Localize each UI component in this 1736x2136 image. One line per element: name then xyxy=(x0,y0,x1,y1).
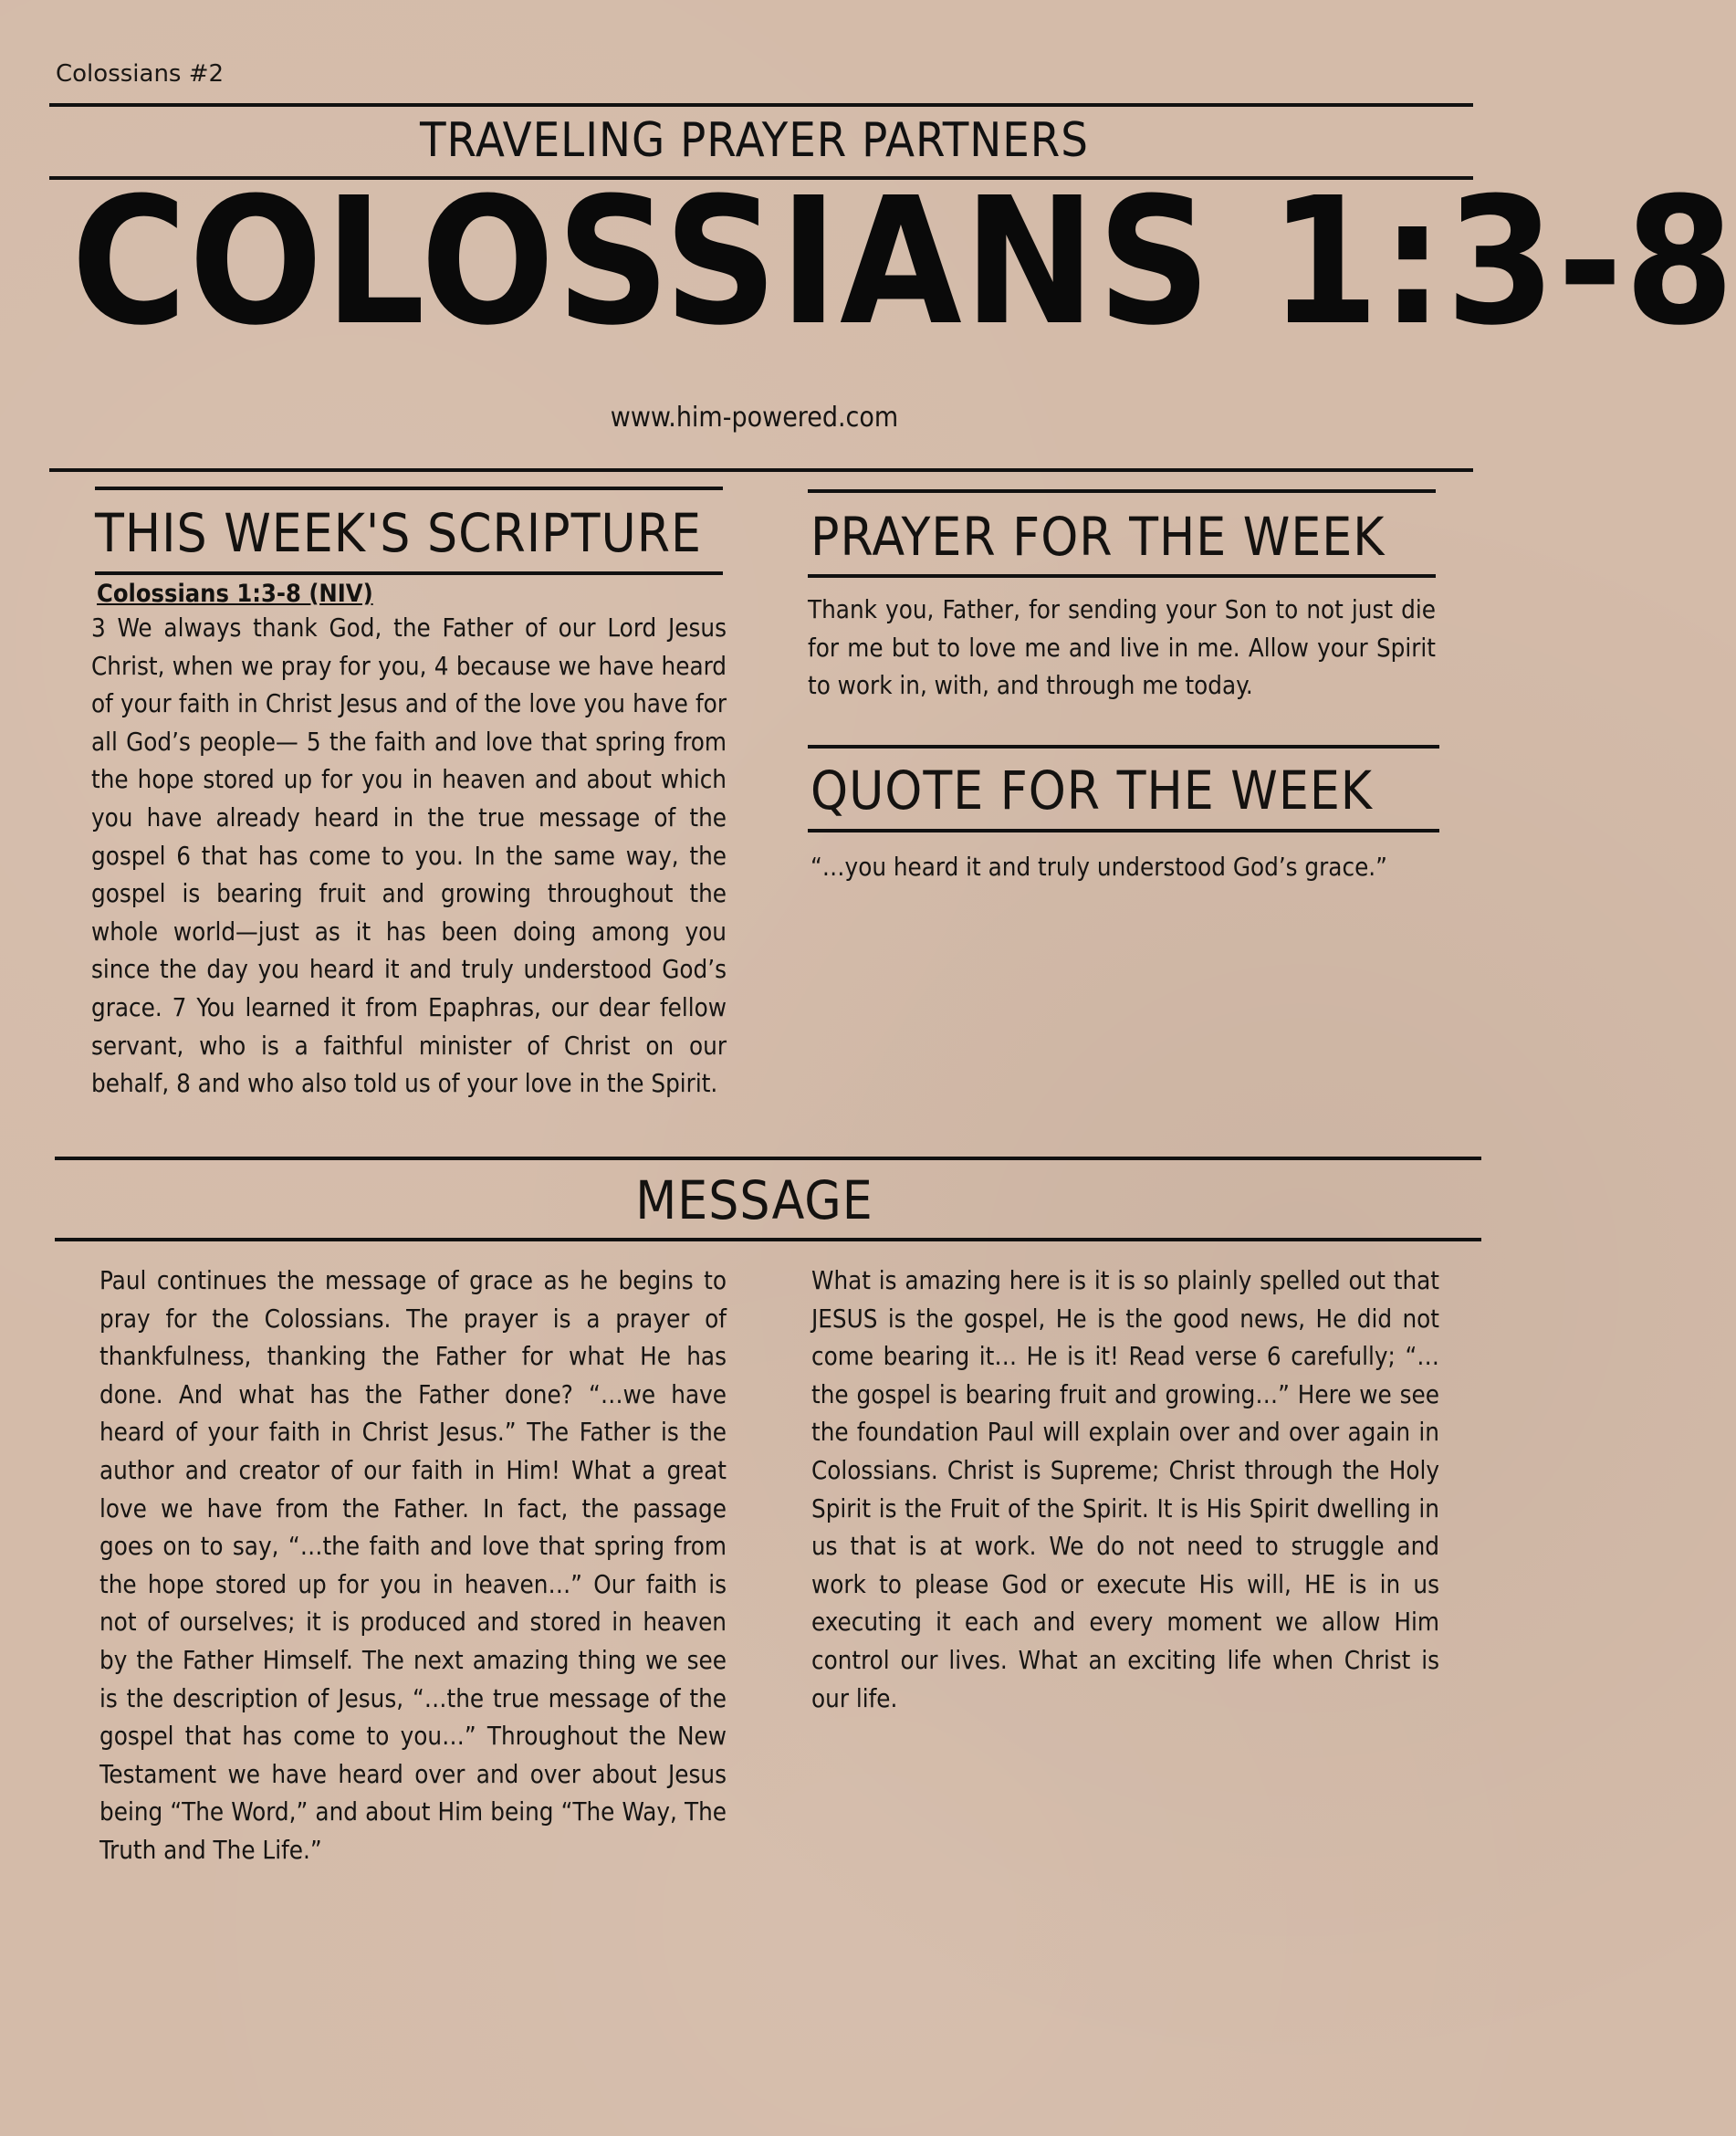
prayer-heading: PRAYER FOR THE WEEK xyxy=(810,506,1386,568)
message-column-right: What is amazing here is it is so plainly spelled out that JESUS is the gospel, He is the good news, He did not come bearing it… He is it! Read verse 6 carefully; “…the gospel is bearing fruit and growing…” Here we see the foundation Paul will explain over and over again in Colossians. Christ is Supreme; Christ through the Holy Spirit is the Fruit of the Spirit. It is His Spirit dwelling in us that is at work. We do not need to struggle and work to please God or execute His will, HE is in us executing it each and every moment we allow Him control our lives. What an exciting life when Christ is our life. xyxy=(811,1266,1439,1713)
scripture-reference: Colossians 1:3-8 (NIV) xyxy=(97,580,373,608)
header-kicker: TRAVELING PRAYER PARTNERS xyxy=(419,113,1090,168)
quote-rule-top xyxy=(808,745,1439,749)
message-heading: MESSAGE xyxy=(635,1169,873,1231)
prayer-rule-top xyxy=(808,489,1436,493)
quote-text: “…you heard it and truly understood God’s grace.” xyxy=(810,853,1387,882)
header-rule-bottom xyxy=(49,468,1473,472)
scripture-text: 3 We always thank God, the Father of our Lord Jesus Christ, when we pray for you, 4 because we have heard of your faith in Christ Jesus and of the love you have for all God’s people— 5 the faith and love that spring from the hope stored up for you in heaven and about which you have already heard in the true message of the gospel 6 that has come to you. In the same way, the gospel is bearing fruit and growing throughout the whole world—just as it has been doing among you since the day you heard it and truly understood God’s grace. 7 You learned it from Epaphras, our dear fellow servant, who is a faithful minister of Christ on our behalf, 8 and who also told us of your love in the Spirit. xyxy=(91,613,727,1099)
message-rule-bottom xyxy=(55,1238,1481,1241)
scripture-rule-bottom xyxy=(95,571,723,575)
scripture-rule-top xyxy=(95,487,723,490)
prayer-rule-bottom xyxy=(808,574,1436,578)
message-rule-top xyxy=(55,1157,1481,1160)
message-column-left: Paul continues the message of grace as he begins to pray for the Colossians. The prayer is a prayer of thankfulness, thanking the Father for what He has done. And what has the Father done? “…we have heard of your faith in Christ Jesus.” The Father is the author and creator of our faith in Him! What a great love we have from the Father. In fact, the passage goes on to say, “…the faith and love that spring from the hope stored up for you in heaven…” Our faith is not of ourselves; it is produced and stored in heaven by the Father Himself. The next amazing thing we see is the description of Jesus, “…the true message of the gospel that has come to you…” Throughout the New Testament we have heard over and over about Jesus being “The Word,” and about Him being “The Way, The Truth and The Life.” xyxy=(99,1266,727,1865)
page-title: COLOSSIANS 1:3-8 xyxy=(71,161,1736,364)
website-url: www.him-powered.com xyxy=(610,402,899,434)
scripture-heading: THIS WEEK'S SCRIPTURE xyxy=(95,502,702,564)
quote-heading: QUOTE FOR THE WEEK xyxy=(810,759,1374,822)
quote-rule-bottom xyxy=(808,829,1439,832)
prayer-text: Thank you, Father, for sending your Son to not just die for me but to love me and live in me. Allow your Spirit to work in, with, and through me today. xyxy=(808,595,1436,701)
document-label: Colossians #2 xyxy=(56,60,225,88)
header-rule-top xyxy=(49,103,1473,107)
